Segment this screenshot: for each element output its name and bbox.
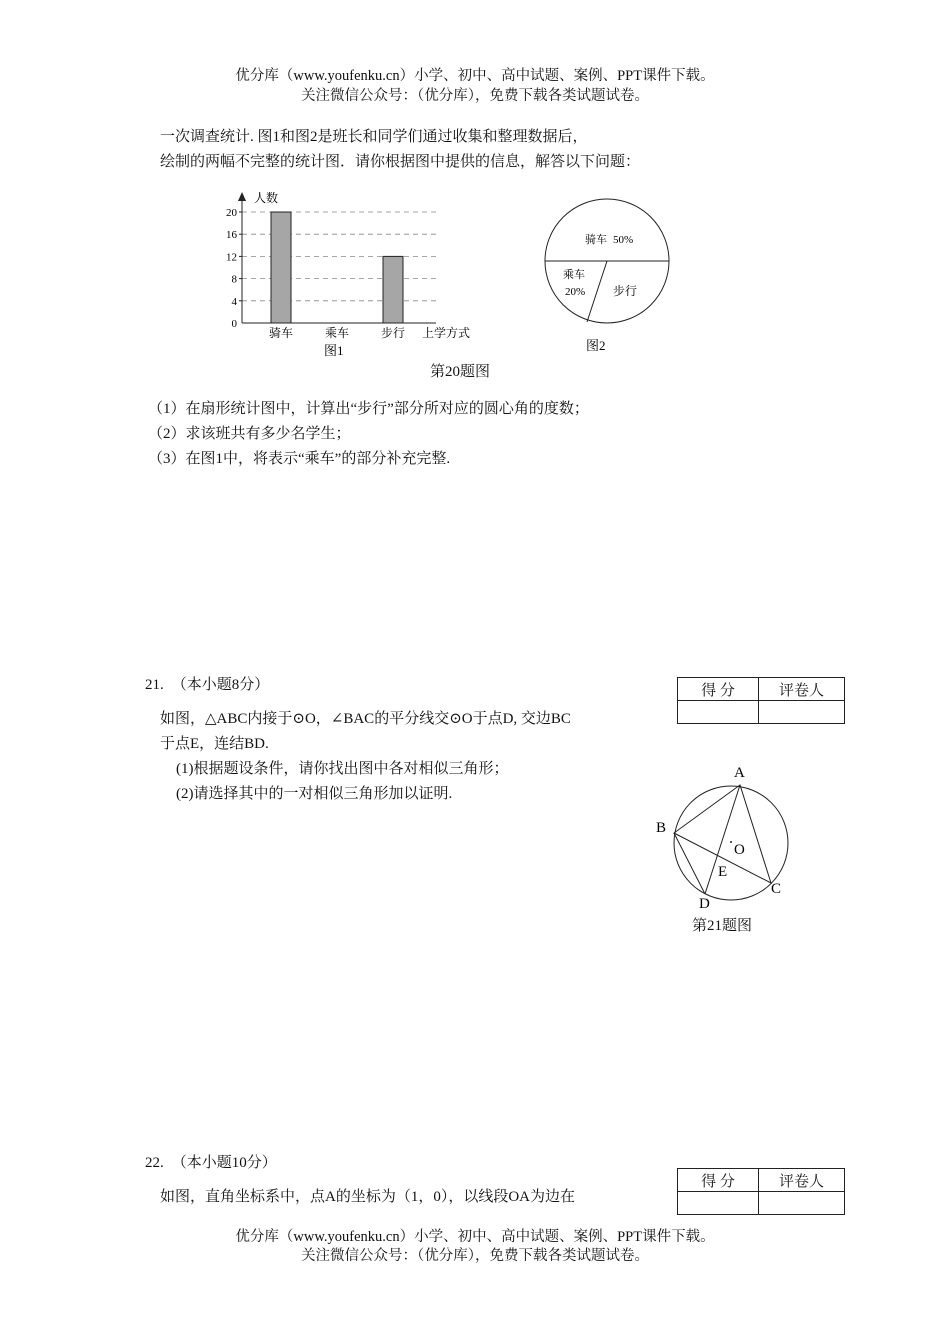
q22-number: 22. xyxy=(145,1155,164,1171)
pie-chart xyxy=(540,192,675,357)
label-b: B xyxy=(656,820,667,836)
grader-cell[interactable] xyxy=(759,1192,845,1215)
x-tick-label: 步行 xyxy=(380,326,406,340)
footer-line-2: 关注微信公众号：（优分库），免费下载各类试题试卷。 xyxy=(301,1248,649,1264)
score-cell[interactable] xyxy=(678,701,759,724)
label-c: C xyxy=(771,881,782,897)
score-header: 得 分 xyxy=(678,1169,759,1192)
pie-label-bus: 乘车 xyxy=(563,269,585,281)
y-tick-label: 4 xyxy=(231,295,237,308)
q21-geometry-figure xyxy=(650,760,800,915)
label-e: E xyxy=(718,864,728,880)
q21-text-2: 于点E，连结BD. xyxy=(160,736,269,752)
q20-intro-line-1: 一次调查统计. 图1和图2是班长和同学们通过收集和整理数据后， xyxy=(160,129,588,145)
fig1-caption: 图1 xyxy=(324,343,344,358)
q21-sub-1: (1)根据题设条件，请你找出图中各对相似三角形； xyxy=(176,761,509,777)
score-header: 得 分 xyxy=(678,678,759,701)
segment-bd xyxy=(674,833,705,894)
q21-number: 21. xyxy=(145,677,164,693)
q22-points: （本小题10分） xyxy=(171,1155,277,1171)
label-d: D xyxy=(699,896,710,912)
q21-sub-2: (2)请选择其中的一对相似三角形加以证明. xyxy=(176,786,453,802)
q21-figure-caption: 第21题图 xyxy=(692,918,753,934)
center-point xyxy=(730,841,732,843)
bar-chart xyxy=(220,188,490,363)
q20-sub-2: （2）求该班共有多少名学生； xyxy=(148,426,351,442)
score-cell[interactable] xyxy=(678,1192,759,1215)
label-o: O xyxy=(734,842,745,858)
x-tick-labels xyxy=(269,325,405,340)
q22-score-table xyxy=(677,1168,845,1215)
y-tick-label: 20 xyxy=(226,207,237,219)
q20-sub-1: （1）在扇形统计图中，计算出“步行”部分所对应的圆心角的度数； xyxy=(148,401,589,417)
q22-heading xyxy=(145,1151,277,1176)
pie-label-bike: 骑车 50% xyxy=(585,234,634,246)
x-tick-label: 骑车 xyxy=(268,326,294,340)
q20-figure-caption: 第20题图 xyxy=(430,364,491,380)
y-tick-label: 12 xyxy=(226,251,237,264)
q20-intro-line-2: 绘制的两幅不完整的统计图．请你根据图中提供的信息，解答以下问题： xyxy=(160,154,641,170)
q21-text-1: 如图，△ABC内接于⊙O，∠BAC的平分线交⊙O于点D, 交边BC xyxy=(160,711,571,727)
q21-score-table xyxy=(677,677,845,724)
grader-header: 评卷人 xyxy=(759,678,845,701)
y-tick-label: 0 xyxy=(231,318,237,330)
y-axis-label: 人数 xyxy=(254,191,279,205)
pie-percent-bus: 20% xyxy=(565,286,586,298)
q21-heading xyxy=(145,673,269,698)
y-tick-label: 8 xyxy=(231,273,237,286)
fig2-caption: 图2 xyxy=(586,338,606,353)
bar-0 xyxy=(271,212,291,323)
label-a: A xyxy=(734,765,745,781)
pie-divider-walk xyxy=(587,261,607,322)
grader-header: 评卷人 xyxy=(759,1169,845,1192)
header-line-1: 优分库（www.youfenku.cn）小学、初中、高中试题、案例、PPT课件下载。 xyxy=(235,68,715,84)
header-line-2: 关注微信公众号：（优分库），免费下载各类试题试卷。 xyxy=(301,88,649,104)
y-tick-labels xyxy=(226,207,242,330)
y-tick-label: 16 xyxy=(226,229,237,242)
bars xyxy=(271,212,403,323)
footer-line-1: 优分库（www.youfenku.cn）小学、初中、高中试题、案例、PPT课件下载。 xyxy=(235,1229,715,1245)
x-axis-label: 上学方式 xyxy=(422,326,471,340)
pie-label-walk: 步行 xyxy=(613,284,638,298)
bar-2 xyxy=(383,256,403,323)
x-tick-label: 乘车 xyxy=(324,326,350,340)
grader-cell[interactable] xyxy=(759,701,845,724)
q21-points: （本小题8分） xyxy=(171,677,270,693)
q22-text-1: 如图，直角坐标系中，点A的坐标为（1，0），以线段OA为边在 xyxy=(160,1189,576,1205)
y-axis-arrow xyxy=(238,192,246,201)
q20-sub-3: （3）在图1中，将表示“乘车”的部分补充完整. xyxy=(148,451,451,467)
